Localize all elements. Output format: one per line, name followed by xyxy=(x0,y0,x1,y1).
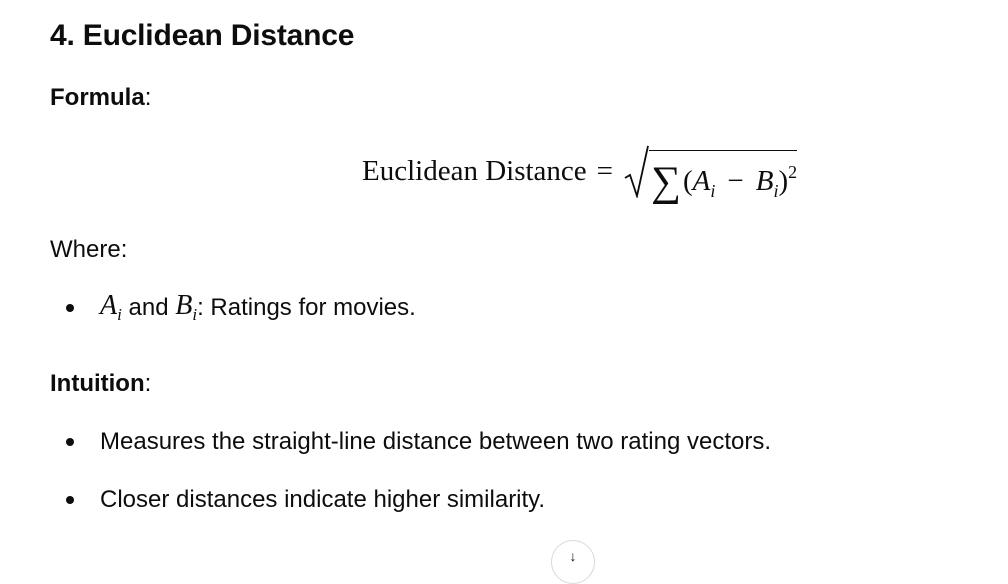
where-heading: Where: xyxy=(50,236,128,263)
bullet-icon xyxy=(66,304,74,312)
formula-lhs: Euclidean Distance xyxy=(362,154,587,187)
exponent: 2 xyxy=(788,162,798,182)
bullet-icon xyxy=(66,496,74,504)
bullet-var-b xyxy=(175,291,197,324)
euclidean-formula xyxy=(362,136,797,206)
radical-sign-icon xyxy=(623,144,649,198)
section-title: 4. Euclidean Distance xyxy=(50,19,355,52)
bullet-var-b-letter: B xyxy=(175,290,193,321)
bullet-var-a xyxy=(100,291,122,324)
bullet-icon xyxy=(66,438,74,446)
formula-heading xyxy=(50,83,151,113)
sub-b: i xyxy=(773,181,779,201)
arrow-down-icon: ↓ xyxy=(569,548,577,564)
list-item xyxy=(66,427,771,457)
formula-equals: = xyxy=(596,154,614,187)
sigma-symbol: ∑ xyxy=(651,159,681,205)
intuition-bullet-text: Closer distances indicate higher similarity. xyxy=(100,486,546,513)
scroll-down-button[interactable] xyxy=(551,540,595,584)
intuition-heading xyxy=(50,369,151,399)
intuition-heading-text: Intuition xyxy=(50,370,145,397)
intuition-heading-colon: : xyxy=(144,370,152,397)
list-item xyxy=(66,291,416,324)
var-a: A xyxy=(692,165,711,197)
intuition-bullet-text: Measures the straight-line distance between two rating vectors. xyxy=(100,428,772,455)
formula-heading-colon: : xyxy=(144,84,152,111)
bullet-var-a-sub: i xyxy=(117,305,122,324)
minus-sign: − xyxy=(727,165,744,197)
radicand xyxy=(649,150,798,205)
formula-heading-text: Formula xyxy=(50,84,145,111)
list-item xyxy=(66,485,545,515)
square-root xyxy=(623,144,798,205)
var-b: B xyxy=(755,165,774,197)
sub-a: i xyxy=(710,181,716,201)
close-paren: ) xyxy=(778,165,789,197)
bullet-rest-text: : Ratings for movies. xyxy=(197,293,416,321)
bullet-var-a-letter: A xyxy=(100,290,118,321)
bullet-and-text: and xyxy=(121,293,176,321)
open-paren: ( xyxy=(682,165,693,197)
bullet-var-b-sub: i xyxy=(192,305,198,324)
